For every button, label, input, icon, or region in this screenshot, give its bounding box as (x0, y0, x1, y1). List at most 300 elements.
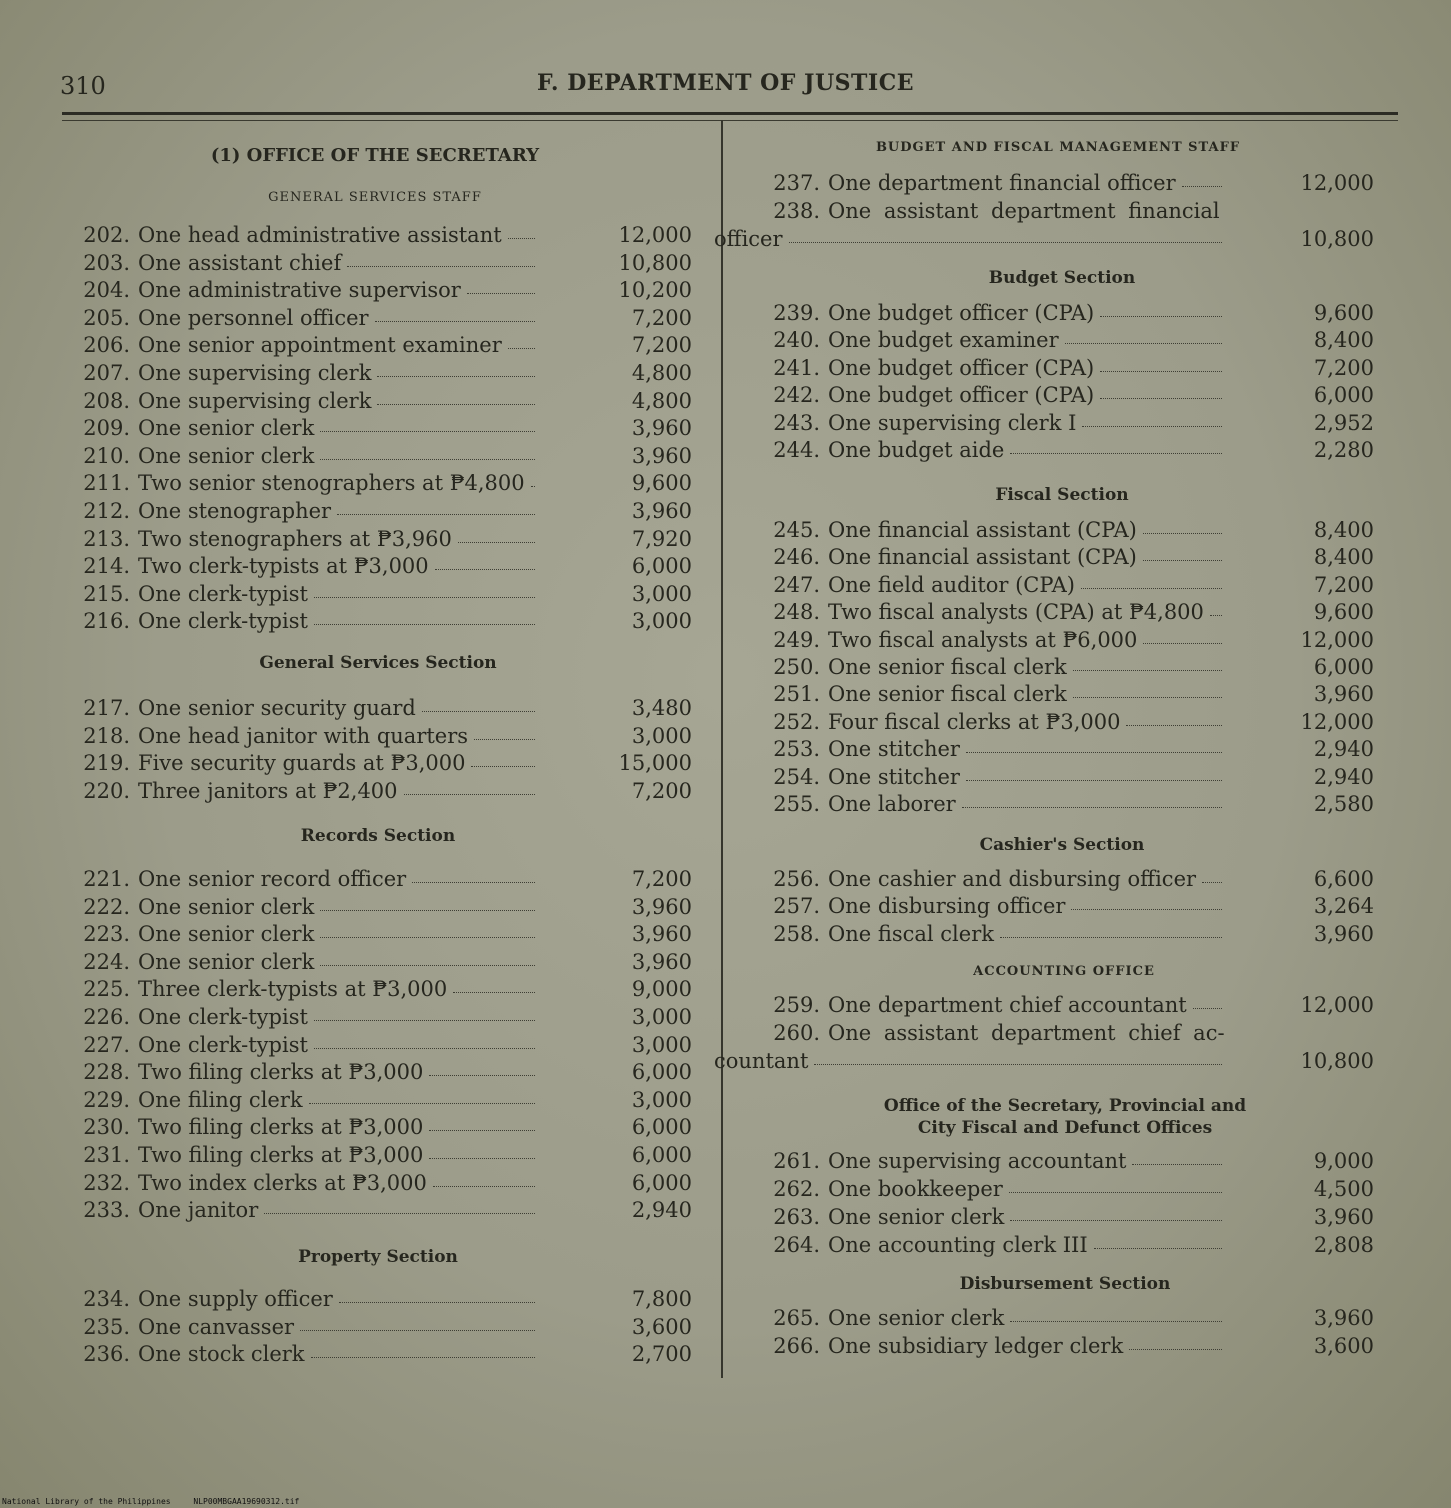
item-number: 255. (773, 792, 820, 816)
item-description: One filing clerk (138, 1087, 303, 1112)
dot-leader (377, 404, 535, 405)
dot-leader (1010, 1220, 1222, 1221)
line-item (80, 305, 692, 331)
dot-leader (314, 624, 535, 625)
item-description: One senior clerk (138, 922, 315, 947)
item-number: 214. (83, 554, 130, 579)
section-heading: Records Section (300, 826, 456, 846)
dot-leader (1073, 670, 1222, 671)
line-item (80, 415, 692, 441)
line-item (80, 778, 692, 804)
item-number: 228. (83, 1060, 130, 1085)
dot-leader (1129, 1349, 1222, 1350)
line-item (762, 791, 1374, 817)
line-item (762, 1176, 1374, 1202)
dot-leader (1073, 697, 1222, 698)
item-amount: 3,960 (1313, 1205, 1374, 1229)
dot-leader (1010, 1321, 1222, 1322)
item-description: Three clerk-typists at ₱3,000 (138, 977, 448, 1002)
item-number: 220. (83, 778, 130, 803)
item-amount: 8,400 (1313, 518, 1374, 542)
staff-subtitle: GENERAL SERVICES STAFF (268, 190, 482, 205)
item-number: 266. (773, 1334, 820, 1358)
dot-leader (320, 910, 535, 911)
item-number: 219. (83, 751, 130, 776)
section-heading: Cashier's Section (979, 835, 1145, 855)
item-amount: 6,000 (631, 1170, 692, 1195)
item-amount: 10,800 (618, 250, 692, 275)
item-description: Two filing clerks at ₱3,000 (138, 1143, 424, 1167)
item-number: 252. (773, 709, 820, 734)
item-amount: 15,000 (618, 751, 692, 776)
item-amount: 7,200 (631, 867, 692, 891)
item-number: 234. (83, 1287, 130, 1311)
item-description: One budget officer (CPA) (828, 383, 1095, 408)
item-number: 259. (773, 993, 820, 1017)
line-item (762, 599, 1374, 625)
item-amount: 2,940 (1313, 737, 1374, 762)
dot-leader (1082, 426, 1222, 427)
item-description: One disbursing officer (828, 894, 1066, 919)
item-description: One supervising clerk (138, 361, 372, 385)
line-item (762, 327, 1374, 353)
item-amount: 6,000 (1313, 655, 1374, 679)
item-amount: 9,000 (631, 977, 692, 1002)
item-amount: 3,480 (631, 696, 692, 720)
line-item (762, 681, 1374, 707)
item-amount: 3,000 (631, 1087, 692, 1112)
dot-leader (375, 321, 535, 322)
item-amount: 10,800 (1300, 1049, 1374, 1073)
item-amount: 3,960 (631, 949, 692, 974)
line-item (762, 627, 1374, 653)
item-description: Two filing clerks at ₱3,000 (138, 1060, 424, 1085)
line-item (80, 360, 692, 386)
dot-leader (314, 1048, 535, 1049)
dot-leader (1081, 588, 1222, 589)
item-description: One head janitor with quarters (138, 723, 469, 748)
line-item (762, 866, 1374, 892)
dot-leader (433, 1186, 535, 1187)
item-number: 247. (773, 572, 820, 597)
item-number: 223. (83, 922, 130, 947)
item-number: 240. (773, 328, 820, 353)
item-number: 246. (773, 545, 820, 570)
item-number: 261. (773, 1149, 820, 1173)
column-divider (721, 120, 723, 1378)
item-number: 218. (83, 723, 130, 748)
item-number: 233. (83, 1198, 130, 1223)
line-item (80, 1197, 692, 1223)
item-number: 253. (773, 737, 820, 762)
item-number: 227. (83, 1032, 130, 1057)
item-amount: 7,200 (631, 333, 692, 358)
item-description: Two fiscal analysts at ₱6,000 (828, 627, 1138, 652)
line-item (80, 949, 692, 975)
item-number: 215. (83, 581, 130, 606)
item-number: 237. (773, 171, 820, 195)
dot-leader (429, 1158, 535, 1159)
item-amount: 9,000 (1313, 1149, 1374, 1173)
item-description: One senior clerk (138, 416, 315, 441)
item-amount: 2,700 (631, 1342, 692, 1367)
item-amount: 4,800 (631, 361, 692, 385)
item-description: Five security guards at ₱3,000 (138, 751, 466, 776)
staff-subtitle: BUDGET AND FISCAL MANAGEMENT STAFF (875, 140, 1241, 155)
dot-leader (471, 766, 535, 767)
item-description: One budget aide (828, 438, 1005, 462)
dot-leader (1094, 1248, 1222, 1249)
item-description: One senior clerk (138, 443, 315, 468)
item-description: One bookkeeper (828, 1177, 1003, 1201)
item-amount: 6,000 (631, 1060, 692, 1085)
dot-leader (1143, 560, 1222, 561)
line-item (80, 695, 692, 721)
item-amount: 3,960 (631, 922, 692, 947)
line-item (762, 992, 1374, 1018)
line-item (80, 1142, 692, 1168)
section-heading: General Services Section (259, 653, 497, 673)
dot-leader (1071, 909, 1222, 910)
line-item (762, 764, 1374, 790)
item-amount: 3,960 (1313, 682, 1374, 707)
item-description: Two stenographers at ₱3,960 (138, 526, 452, 551)
dot-leader (966, 752, 1222, 753)
scan-footer (2, 1497, 317, 1506)
dot-leader (320, 937, 535, 938)
item-amount: 2,940 (1313, 764, 1374, 789)
header-rule-thin (62, 120, 1398, 121)
line-item (80, 1286, 692, 1312)
page-title: F. DEPARTMENT OF JUSTICE (537, 70, 914, 96)
dot-leader (347, 266, 535, 267)
section-title: (1) OFFICE OF THE SECRETARY (210, 145, 540, 166)
dot-leader (1065, 343, 1222, 344)
dot-leader (320, 431, 535, 432)
office-subheading: City Fiscal and Defunct Offices (917, 1118, 1213, 1138)
item-amount: 3,000 (631, 609, 692, 634)
item-amount: 3,960 (631, 443, 692, 468)
dot-leader (1010, 453, 1222, 454)
item-number: 257. (773, 894, 820, 919)
item-description: One department financial officer (828, 171, 1176, 195)
item-description: One supervising clerk (138, 388, 372, 413)
line-item (80, 332, 692, 358)
item-number: 206. (83, 333, 130, 358)
item-description: One senior clerk (138, 894, 315, 919)
line-item (80, 921, 692, 947)
item-description: One senior fiscal clerk (828, 655, 1067, 679)
item-number: 256. (773, 867, 820, 891)
line-item (80, 750, 692, 776)
item-description-continued: countant (714, 1049, 809, 1073)
line-item (80, 1032, 692, 1058)
dot-leader (1210, 615, 1222, 616)
item-number: 210. (83, 443, 130, 468)
item-description: One clerk-typist (138, 1032, 308, 1057)
item-amount: 10,200 (618, 278, 692, 303)
item-description: One stitcher (828, 764, 960, 789)
dot-leader (1100, 398, 1222, 399)
line-item (80, 866, 692, 892)
item-amount: 7,800 (631, 1287, 692, 1311)
item-amount: 8,400 (1313, 545, 1374, 570)
item-amount: 12,000 (1300, 993, 1374, 1017)
item-number: 203. (83, 250, 130, 275)
line-item (762, 1148, 1374, 1174)
item-description: One subsidiary ledger clerk (828, 1334, 1124, 1358)
item-description: One janitor (138, 1198, 259, 1223)
dot-leader (508, 238, 535, 239)
item-description: One head administrative assistant (138, 223, 502, 247)
item-description: One clerk-typist (138, 609, 308, 634)
line-item (80, 1004, 692, 1030)
item-description: Two fiscal analysts (CPA) at ₱4,800 (828, 600, 1204, 625)
line-item (80, 498, 692, 524)
item-description: One assistant department financial (828, 199, 1220, 223)
line-item (762, 1204, 1374, 1230)
item-number: 258. (773, 921, 820, 946)
item-number: 213. (83, 526, 130, 551)
line-item (80, 1314, 692, 1340)
line-item (80, 250, 692, 276)
item-number: 204. (83, 278, 130, 303)
line-item (762, 709, 1374, 735)
dot-leader (453, 992, 535, 993)
line-item (762, 1333, 1374, 1359)
item-description: One personnel officer (138, 305, 369, 330)
dot-leader (966, 780, 1222, 781)
item-number: 231. (83, 1143, 130, 1167)
line-item (80, 1114, 692, 1140)
item-description: Two index clerks at ₱3,000 (138, 1170, 427, 1195)
item-description: One senior clerk (828, 1306, 1005, 1330)
dot-leader (300, 1330, 535, 1331)
item-number: 216. (83, 609, 130, 634)
item-number: 249. (773, 627, 820, 652)
item-description: One supply officer (138, 1287, 333, 1311)
item-number: 250. (773, 655, 820, 679)
line-item (762, 1020, 1374, 1046)
item-amount: 3,600 (631, 1314, 692, 1339)
item-number: 207. (83, 361, 130, 385)
line-item (762, 893, 1374, 919)
item-number: 229. (83, 1087, 130, 1112)
item-description: One administrative supervisor (138, 278, 461, 303)
item-amount: 6,000 (631, 1115, 692, 1140)
item-amount: 7,200 (631, 778, 692, 803)
item-description: Four fiscal clerks at ₱3,000 (828, 709, 1121, 734)
dot-leader (377, 376, 535, 377)
item-description: One budget examiner (828, 328, 1059, 353)
section-heading: Fiscal Section (995, 485, 1129, 505)
item-amount: 3,960 (1313, 1306, 1374, 1330)
item-number: 262. (773, 1177, 820, 1201)
line-item (80, 526, 692, 552)
line-item-continued (714, 1048, 1374, 1074)
item-number: 209. (83, 416, 130, 441)
item-amount: 3,000 (631, 723, 692, 748)
item-number: 208. (83, 388, 130, 413)
item-number: 230. (83, 1115, 130, 1140)
item-number: 224. (83, 949, 130, 974)
item-amount: 3,960 (631, 894, 692, 919)
item-number: 244. (773, 438, 820, 462)
item-description: Two clerk-typists at ₱3,000 (138, 554, 429, 579)
dot-leader (320, 459, 535, 460)
dot-leader (429, 1130, 535, 1131)
section-heading: Property Section (298, 1247, 458, 1267)
dot-leader (314, 597, 535, 598)
item-amount: 9,600 (1313, 600, 1374, 625)
item-description: Three janitors at ₱2,400 (138, 778, 398, 803)
line-item (80, 1087, 692, 1113)
item-number: 265. (773, 1306, 820, 1330)
item-amount: 2,280 (1313, 438, 1374, 462)
dot-leader (404, 794, 535, 795)
item-number: 241. (773, 355, 820, 380)
line-item (762, 300, 1374, 326)
line-item (80, 723, 692, 749)
item-description: One field auditor (CPA) (828, 572, 1075, 597)
item-number: 263. (773, 1205, 820, 1229)
dot-leader (435, 569, 535, 570)
item-description: One senior security guard (138, 696, 416, 720)
line-item (762, 198, 1374, 224)
dot-leader (789, 242, 1222, 243)
footer-library: National Library of the Philippines (2, 1497, 171, 1506)
dot-leader (309, 1103, 535, 1104)
line-item (762, 654, 1374, 680)
dot-leader (1100, 316, 1222, 317)
line-item (80, 277, 692, 303)
item-number: 217. (83, 696, 130, 720)
dot-leader (1202, 882, 1222, 883)
dot-leader (1193, 1008, 1222, 1009)
item-description: One budget officer (CPA) (828, 301, 1095, 325)
item-amount: 3,960 (631, 499, 692, 523)
item-number: 242. (773, 383, 820, 408)
item-number: 245. (773, 518, 820, 542)
item-amount: 3,000 (631, 1005, 692, 1029)
dot-leader (422, 711, 535, 712)
line-item (80, 1170, 692, 1196)
item-description: One senior appointment examiner (138, 333, 502, 358)
header-rule (62, 112, 1398, 115)
line-item (762, 437, 1374, 463)
dot-leader (458, 542, 535, 543)
dot-leader (962, 807, 1222, 808)
item-amount: 6,600 (1313, 867, 1374, 891)
item-amount: 6,000 (1313, 383, 1374, 408)
line-item-continued (714, 226, 1374, 252)
item-amount: 6,000 (631, 1143, 692, 1167)
item-amount: 3,960 (631, 416, 692, 441)
item-number: 211. (83, 471, 130, 496)
item-description: One clerk-typist (138, 581, 308, 606)
dot-leader (320, 965, 535, 966)
item-number: 236. (83, 1342, 130, 1367)
line-item (80, 608, 692, 634)
line-item (80, 553, 692, 579)
item-amount: 9,600 (1313, 301, 1374, 325)
item-description: One laborer (828, 792, 956, 816)
item-description: One stenographer (138, 499, 332, 523)
item-number: 254. (773, 764, 820, 789)
dot-leader (1100, 371, 1222, 372)
dot-leader (1182, 186, 1222, 187)
section-heading: Disbursement Section (959, 1274, 1171, 1294)
dot-leader (1132, 1164, 1222, 1165)
footer-file: NLP00MBGAA19690312.tif (193, 1497, 300, 1506)
dot-leader (467, 293, 535, 294)
dot-leader (314, 1020, 535, 1021)
item-description: One assistant chief (138, 250, 342, 275)
line-item (762, 410, 1374, 436)
dot-leader (814, 1064, 1222, 1065)
item-description: One assistant department chief ac- (828, 1021, 1225, 1045)
dot-leader (1126, 725, 1222, 726)
item-amount: 7,200 (1313, 572, 1374, 597)
line-item (762, 355, 1374, 381)
line-item (80, 222, 692, 248)
line-item (80, 976, 692, 1002)
dot-leader (508, 348, 535, 349)
line-item (762, 544, 1374, 570)
item-description: One senior clerk (828, 1205, 1005, 1229)
dot-leader (429, 1075, 535, 1076)
accounting-office-heading: ACCOUNTING OFFICE (973, 964, 1155, 979)
item-amount: 3,000 (631, 581, 692, 606)
item-description-continued: officer (714, 227, 783, 251)
item-description: One budget officer (CPA) (828, 355, 1095, 380)
item-description: One department chief accountant (828, 993, 1187, 1017)
item-amount: 12,000 (1300, 171, 1374, 195)
line-item (80, 470, 692, 496)
item-amount: 10,800 (1300, 227, 1374, 251)
item-amount: 7,200 (631, 305, 692, 330)
page-number: 310 (60, 72, 106, 100)
line-item (80, 388, 692, 414)
line-item (762, 572, 1374, 598)
line-item (762, 170, 1374, 196)
item-number: 232. (83, 1170, 130, 1195)
line-item (762, 517, 1374, 543)
item-number: 235. (83, 1314, 130, 1339)
line-item (80, 894, 692, 920)
dot-leader (311, 1357, 535, 1358)
item-amount: 4,500 (1313, 1177, 1374, 1201)
dot-leader (264, 1213, 535, 1214)
item-amount: 8,400 (1313, 328, 1374, 353)
item-number: 264. (773, 1233, 820, 1257)
item-description: One fiscal clerk (828, 921, 994, 946)
item-description: One supervising clerk I (828, 410, 1077, 435)
item-description: One supervising accountant (828, 1149, 1127, 1173)
item-amount: 12,000 (1300, 627, 1374, 652)
item-description: One canvasser (138, 1314, 295, 1339)
item-number: 205. (83, 305, 130, 330)
item-amount: 7,920 (631, 526, 692, 551)
item-number: 243. (773, 410, 820, 435)
item-number: 248. (773, 600, 820, 625)
item-number: 225. (83, 977, 130, 1002)
item-number: 226. (83, 1005, 130, 1029)
line-item (762, 921, 1374, 947)
item-description: Two senior stenographers at ₱4,800 (138, 471, 525, 496)
section-heading: Budget Section (988, 268, 1136, 288)
item-number: 238. (773, 199, 820, 223)
